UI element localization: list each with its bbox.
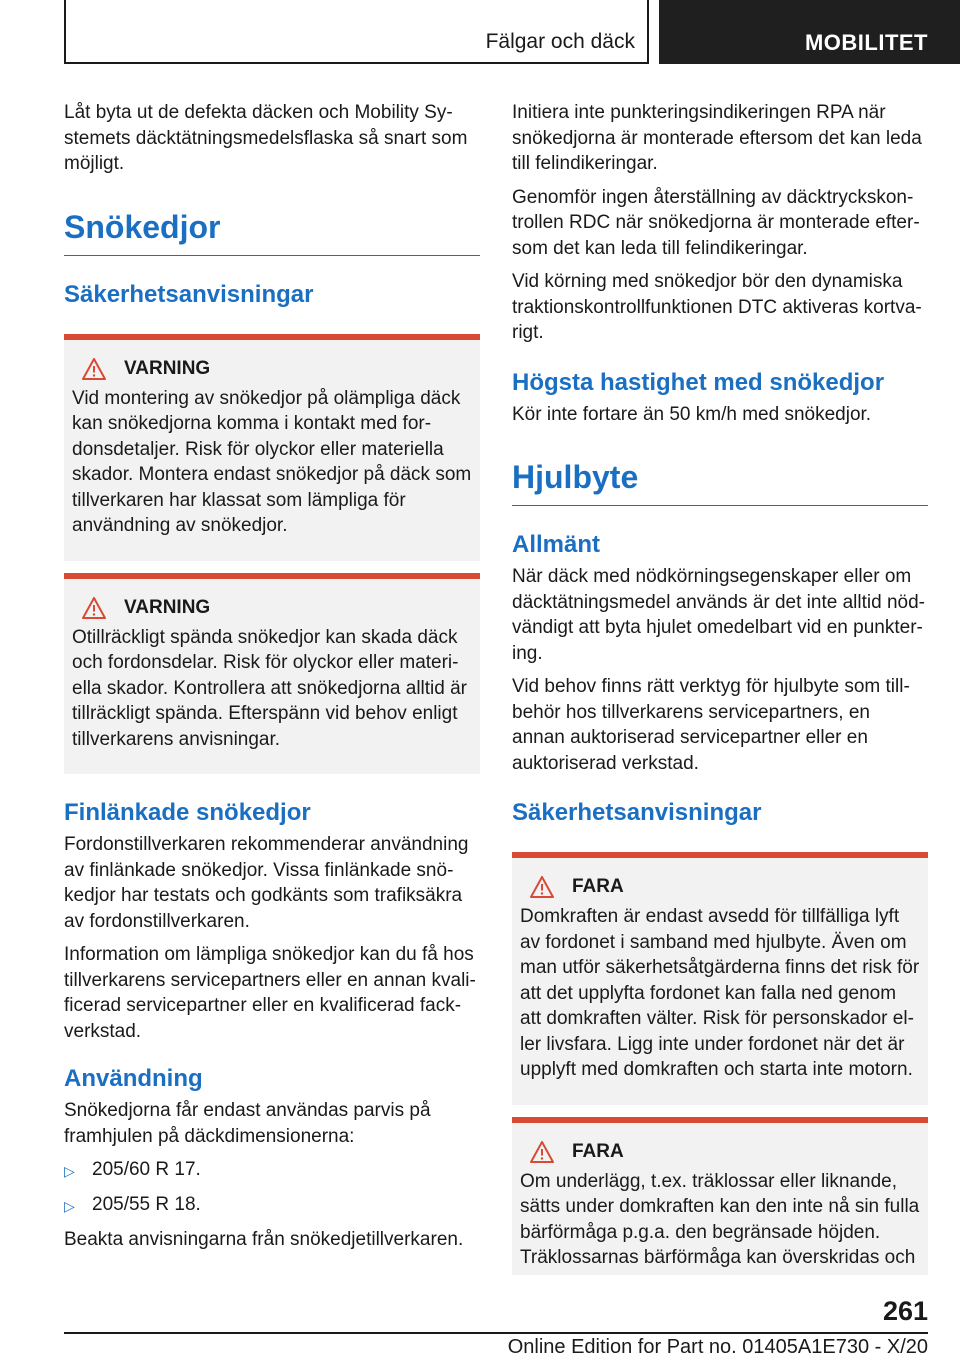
general-paragraph-2: Vid behov finns rätt verktyg för hjulbyte som tillbehör hos tillverkarens servicepartners, en annan auktoriserad servicepartner eller en auktoriserad verkstad.	[512, 676, 910, 774]
chapter-title: MOBILITET	[804, 30, 928, 55]
general-paragraph-1: När däck med nödkörningsegenskaper eller om däcktätningsmedel används är det inte alltid nödvändigt att byta hjulet omedelbart vid en punktering.	[512, 566, 925, 664]
warning-text: Vid montering av snökedjor på olämpliga däck kan snökedjorna komma i kontakt med fordonsdetaljer. Risk för olyckor eller materiella skador. Montera endast snökedjor på däck som tillverkaren har klassat som lämpliga för användning av snökedjor.	[72, 387, 472, 536]
heading-fine-chains: Finlänkade snökedjor	[64, 799, 311, 826]
section-title: Fälgar och däck	[485, 30, 635, 53]
speed-paragraph: Kör inte fortare än 50 km/h med snökedjor.	[512, 403, 872, 425]
danger-box-1	[512, 852, 928, 1105]
section-tab	[64, 0, 649, 64]
warning-triangle-icon	[82, 358, 106, 380]
heading-max-speed: Högsta hastighet med snökedjor	[512, 368, 885, 396]
warning-box-1	[64, 334, 480, 561]
list-item-text: 205/60 R 17.	[92, 1159, 201, 1180]
warning-text: Otillräckligt spända snökedjor kan skada däck och fordonsdelar. Risk för olyckor eller materiella skador. Kontrollera att snökedjorna alltid är tillräckligt spända. Efterspänn vid behov enligt tillverkarens anvisningar.	[72, 626, 468, 750]
chapter-tab	[659, 0, 960, 64]
fine-paragraph-2: Information om lämpliga snökedjor kan du få hos tillverkarens servicepartners eller en annan kvalificerad servicepartner eller en kvalificerad fackverkstad.	[64, 944, 476, 1042]
warning-header	[72, 358, 472, 380]
danger-label: FARA	[572, 876, 624, 897]
heading-safety-right: Säkerhetsanvisningar	[512, 799, 762, 826]
warning-box-2	[64, 573, 480, 775]
warning-triangle-icon	[530, 1141, 554, 1163]
edition-note: Online Edition for Part no. 01405A1E730 - X/20	[507, 1336, 928, 1358]
rpa-paragraph: Initiera inte punkteringsindikeringen RPA när snökedjorna är monterade eftersom det kan leda till felindikeringar.	[512, 102, 922, 174]
intro-paragraph: Låt byta ut de defekta däcken och Mobility Systemets däcktätningsmedelsflaska så snart som möjligt.	[64, 102, 468, 174]
rdc-paragraph: Genomför ingen återställning av däcktryckskontrollen RDC när snökedjorna är monterade eftersom det kan leda till felindikeringar.	[512, 186, 920, 259]
warning-triangle-icon	[530, 876, 554, 898]
danger-box-2	[512, 1117, 928, 1275]
left-column	[64, 100, 480, 1261]
heading-usage: Användning	[64, 1065, 203, 1092]
page-number: 261	[882, 1296, 928, 1326]
right-column	[512, 100, 928, 1275]
list-item	[64, 1157, 480, 1185]
warning-label: VARNING	[124, 596, 211, 618]
danger-label: FARA	[572, 1140, 624, 1162]
heading-hjulbyte: Hjulbyte	[512, 459, 928, 506]
heading-general: Allmänt	[512, 531, 601, 558]
triangle-bullet-icon: ▷	[64, 1197, 75, 1214]
usage-paragraph: Snökedjorna får endast användas parvis på framhjulen på däckdimensionerna:	[64, 1100, 431, 1147]
warning-label: VARNING	[124, 357, 211, 379]
danger-text: Domkraften är endast avsedd för tillfälliga lyft av fordonet i samband med hjulbyte. Även om man utför säkerhetsåtgärderna finns det risk för att det upplyfta fordonet kan falla ned genom att domkraften välter. Risk för personskador eller livsfara. Ligg inte under fordonet när det är upplyft med domkraften och starta inte motorn.	[520, 906, 920, 1080]
tire-size-list	[64, 1157, 480, 1219]
list-item	[64, 1192, 480, 1220]
footer-divider	[64, 1332, 928, 1334]
usage-note: Beakta anvisningarna från snökedjetillverkaren.	[64, 1229, 464, 1250]
list-item-text: 205/55 R 18.	[92, 1193, 201, 1215]
danger-text: Om underlägg, t.ex. träklossar eller liknande, sätts under domkraften kan den inte nå sin fulla bärförmåga p.g.a. den begränsade höjden. Träklossarnas bärförmåga kan överskridas och	[520, 1170, 920, 1268]
heading-safety-left: Säkerhetsanvisningar	[64, 280, 314, 308]
dtc-paragraph: Vid körning med snökedjor bör den dynamiska traktionskontrollfunktionen DTC aktiveras kortvarigt.	[512, 271, 922, 343]
danger-header	[520, 1141, 920, 1163]
warning-triangle-icon	[82, 597, 106, 619]
fine-paragraph-1: Fordonstillverkaren rekommenderar användning av finlänkade snökedjor. Vissa finlänkade snökedjor har testats och godkänts som trafiksäkra av fordonstillverkaren.	[64, 834, 469, 932]
triangle-bullet-icon: ▷	[64, 1163, 75, 1179]
danger-header	[520, 876, 920, 898]
warning-header	[72, 597, 472, 619]
heading-snokedjor: Snökedjor	[64, 209, 480, 256]
